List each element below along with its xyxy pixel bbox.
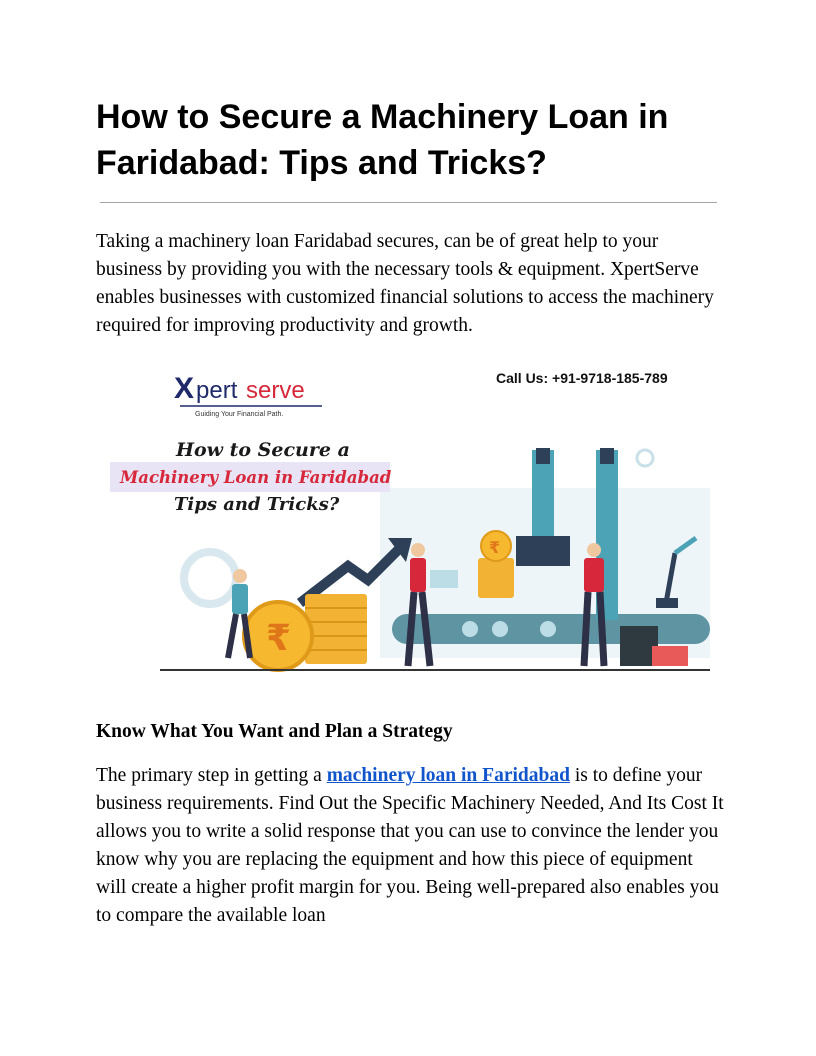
stacked-box <box>652 646 688 666</box>
section-text-before: The primary step in getting a <box>96 765 327 786</box>
gear-bg-icon <box>184 552 236 604</box>
article-banner-image <box>100 358 720 680</box>
rupee-symbol-small: ₹ <box>489 538 501 557</box>
conveyor-gear-icon <box>540 621 556 637</box>
page-title: How to Secure a Machinery Loan in Faridabad: Tips and Tricks? <box>96 98 669 182</box>
intro-paragraph: Taking a machinery loan Faridabad secures, can be of great help to your business by providing you with the necessary tools & equipment. XpertServe enables businesses with customized financial solutions to access the machinery required for improving productivity and growth. <box>96 231 714 336</box>
logo-pert: pert <box>196 377 238 404</box>
coin-stack-left <box>305 594 367 664</box>
section-heading: Know What You Want and Plan a Strategy <box>96 721 453 742</box>
banner-headline-3: Tips and Tricks? <box>174 494 340 515</box>
person-pushing-coin <box>228 569 250 658</box>
rupee-symbol-large: ₹ <box>266 618 292 659</box>
conveyor-gear-icon <box>492 621 508 637</box>
call-us-text: Call Us: +91-9718-185-789 <box>496 370 668 386</box>
section-paragraph <box>96 762 726 930</box>
banner-headline-1: How to Secure a <box>176 439 350 461</box>
logo-tagline: Guiding Your Financial Path. <box>195 411 284 418</box>
title-divider <box>100 202 717 203</box>
section-text-after: is to define your business requirements. Find Out the Specific Machinery Needed, And Its Cost It allows you to write a solid response that you can use to convince the lender you know why you are replacing the equipment and how this piece of equipment will create a higher profit margin for you. Being well-prepared also enables you to compare the available loan <box>96 765 724 926</box>
xpertserve-logo <box>174 372 322 418</box>
banner-headline-2: Machinery Loan in Faridabad <box>120 468 392 487</box>
logo-serve: serve <box>246 377 305 404</box>
logo-x: X <box>174 372 195 405</box>
machinery-loan-link[interactable]: machinery loan in Faridabad <box>326 765 570 786</box>
gear-small-icon <box>637 450 653 466</box>
conveyor-gear-icon <box>462 621 478 637</box>
